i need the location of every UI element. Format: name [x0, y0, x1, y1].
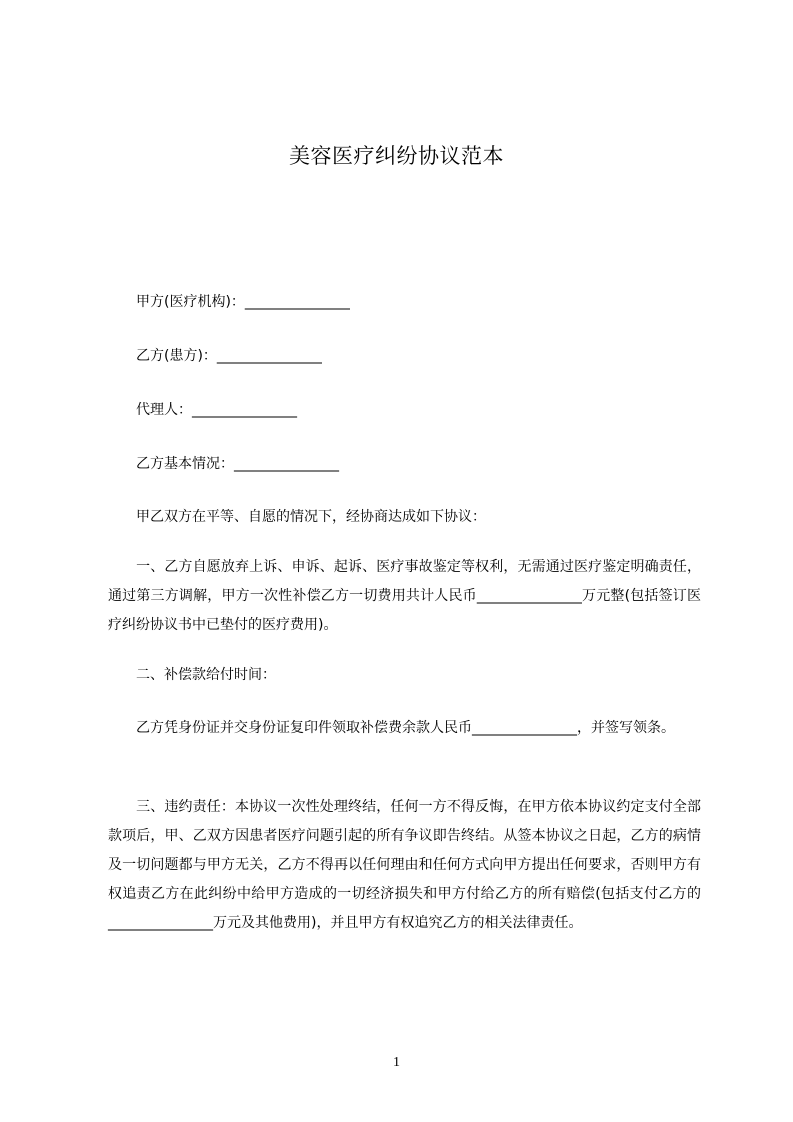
agent-field: 代理人：_______________ — [136, 402, 297, 418]
document-title: 美容医疗纠纷协议范本 — [289, 144, 504, 168]
clause-2-heading: 二、补偿款给付时间： — [136, 667, 276, 683]
clause-1-paragraph — [108, 553, 701, 640]
party-a-field: 甲方(医疗机构)：_______________ — [136, 294, 350, 310]
party-b-info-field: 乙方基本情况：_______________ — [136, 456, 339, 472]
page-number: 1 — [393, 1055, 400, 1070]
clause-3-text: 三、违约责任：本协议一次性处理终结，任何一方不得反悔，在甲方依本协议约定支付全部款项后，甲、乙双方因患者医疗问题引起的所有争议即告终结。从签本协议之日起，乙方的病情及一切问题都与甲方无关，乙方不得再以任何理由和任何方式向甲方提出任何要求，否则甲方有权追责乙方在此纠纷中给甲方造成的一切经济损失和甲方付给乙方的所有赔偿(包括支付乙方的_______________万元及其他费用)，并且甲方有权追究乙方的相关法律责任。 — [108, 799, 701, 931]
intro-paragraph: 甲乙双方在平等、自愿的情况下，经协商达成如下协议： — [136, 509, 486, 525]
clause-2-text: 乙方凭身份证并交身份证复印件领取补偿费余款人民币_______________，并签写领条。 — [136, 720, 675, 736]
clause-1-text: 一、乙方自愿放弃上诉、申诉、起诉、医疗事故鉴定等权利，无需通过医疗鉴定明确责任，通过第三方调解，甲方一次性补偿乙方一切费用共计人民币_______________万元整(包括签订医疗纠纷协议书中已垫付的医疗费用)。 — [108, 559, 701, 633]
clause-2-paragraph — [108, 714, 701, 743]
clause-3-paragraph — [108, 793, 701, 938]
party-b-field: 乙方(患方)：_______________ — [136, 348, 322, 364]
